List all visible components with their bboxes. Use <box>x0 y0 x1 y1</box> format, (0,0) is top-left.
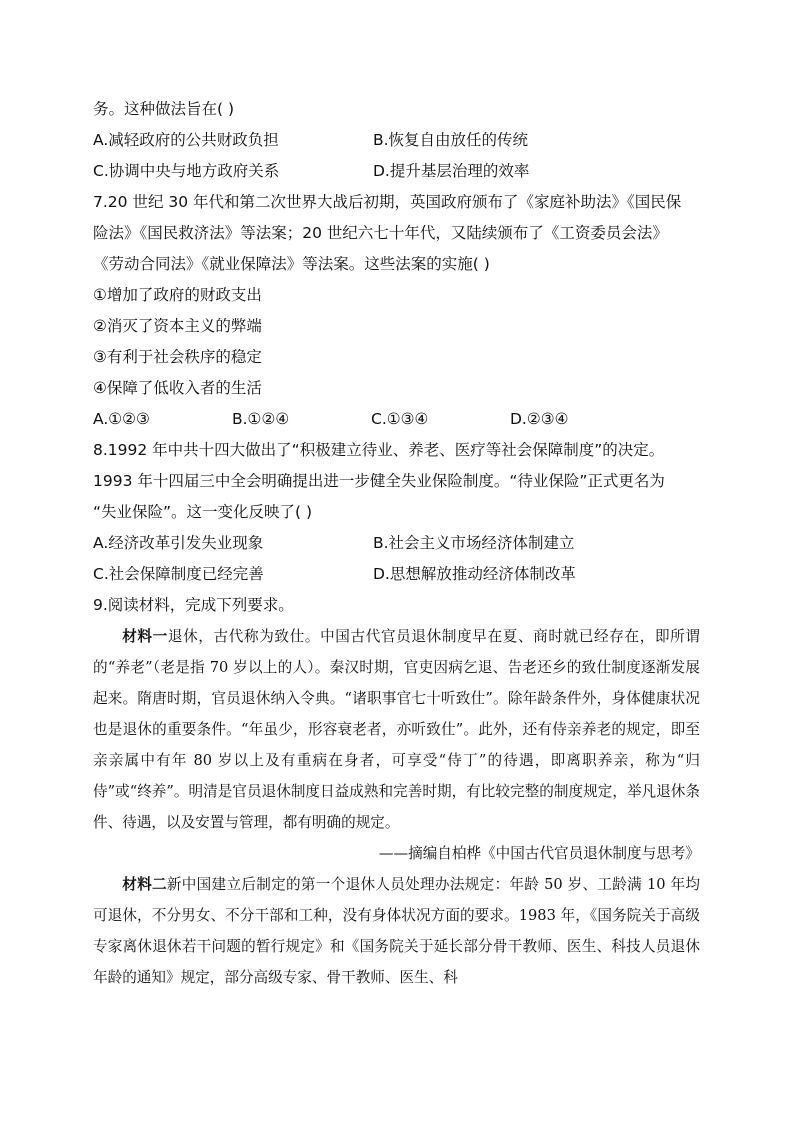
q8-stem-line-2: 1993 年十四届三中全会明确提出进一步健全失业保险制度。“待业保险”正式更名为 <box>93 472 665 490</box>
q7-options-row <box>93 404 700 435</box>
q9-material-1 <box>93 621 700 838</box>
q6-stem-tail: 务。这种做法旨在( ) <box>93 100 235 118</box>
q6-option-a[interactable]: A.减轻政府的公共财政负担 <box>93 131 279 149</box>
q7-item-3: ③有利于社会秩序的稳定 <box>93 348 262 366</box>
exam-page <box>93 94 700 993</box>
q6-option-c[interactable]: C.协调中央与地方政府关系 <box>93 162 280 180</box>
q8-stem-line-3: “失业保险”。这一变化反映了( ) <box>93 503 313 521</box>
q8-option-b[interactable]: B.社会主义市场经济体制建立 <box>373 534 575 552</box>
q8-stem-line-1: 8.1992 年中共十四大做出了“积极建立待业、养老、医疗等社会保障制度”的决定。 <box>93 441 665 459</box>
q7-option-a[interactable]: A.①②③ <box>93 410 150 428</box>
q9-material-2-title: 材料二 <box>122 876 167 893</box>
q6-option-d[interactable]: D.提升基层治理的效率 <box>373 162 530 180</box>
q9-material-1-source: ——摘编自柏桦《中国古代官员退休制度与思考》 <box>378 845 700 862</box>
q7-stem-line-1: 7.20 世纪 30 年代和第二次世界大战后初期，英国政府颁布了《家庭补助法》《国民保 <box>93 193 682 211</box>
q7-item-4: ④保障了低收入者的生活 <box>93 379 262 397</box>
q6-options-row-2 <box>93 156 700 187</box>
q7-item-1: ①增加了政府的财政支出 <box>93 286 262 304</box>
q8-option-c[interactable]: C.社会保障制度已经完善 <box>93 565 264 583</box>
q8-option-d[interactable]: D.思想解放推动经济体制改革 <box>373 565 576 583</box>
q7-stem-line-2: 险法》《国民救济法》等法案；20 世纪六七十年代，又陆续颁布了《工资委员会法》 <box>93 224 668 242</box>
q9-material-1-text: 退休，古代称为致仕。中国古代官员退休制度早在夏、商时就已经存在，即所谓的“养老”（老是指 70 岁以上的人）。秦汉时期，官吏因病乞退、告老还乡的致仕制度逐渐发展起来。隋唐时期，官员退休纳入令典。“诸职事官七十听致仕”。除年龄条件外，身体健康状况也是退休的重要条件。“年虽少，形容衰老者，亦听致仕”。此外，还有侍亲养老的规定，即至亲亲属中有年 80 岁以上及有重病在身者，可享受“侍丁”的待遇，即离职养亲，称为“归侍”或“终养”。明清是官员退休制度日益成熟和完善时期，有比较完整的制度规定，举凡退休条件、待遇，以及安置与管理，都有明确的规定。 <box>93 628 700 831</box>
q9-material-1-title: 材料一 <box>122 628 168 645</box>
q9-material-2-text: 新中国建立后制定的第一个退休人员处理办法规定：年龄 50 岁、工龄满 10 年均可退休，不分男女、不分干部和工种，没有身体状况方面的要求。1983 年，《国务院关于高级专家离休退休若干问题的暂行规定》和《国务院关于延长部分骨干教师、医生、科技人员退休年龄的通知》规定，部分高级专家、骨干教师、医生、科 <box>93 876 700 986</box>
q7-option-d[interactable]: D.②③④ <box>510 410 569 428</box>
q8-option-a[interactable]: A.经济改革引发失业现象 <box>93 534 264 552</box>
q7-item-2: ②消灭了资本主义的弊端 <box>93 317 262 335</box>
q8-options-row-1 <box>93 528 700 559</box>
q8-options-row-2 <box>93 559 700 590</box>
q9-stem: 9.阅读材料，完成下列要求。 <box>93 596 294 614</box>
q9-material-2 <box>93 869 700 993</box>
q7-option-b[interactable]: B.①②④ <box>232 410 290 428</box>
q6-option-b[interactable]: B.恢复自由放任的传统 <box>373 131 529 149</box>
q7-option-c[interactable]: C.①③④ <box>371 410 429 428</box>
q7-stem-line-3: 《劳动合同法》《就业保障法》等法案。这些法案的实施( ) <box>93 255 490 273</box>
q6-options-row-1 <box>93 125 700 156</box>
